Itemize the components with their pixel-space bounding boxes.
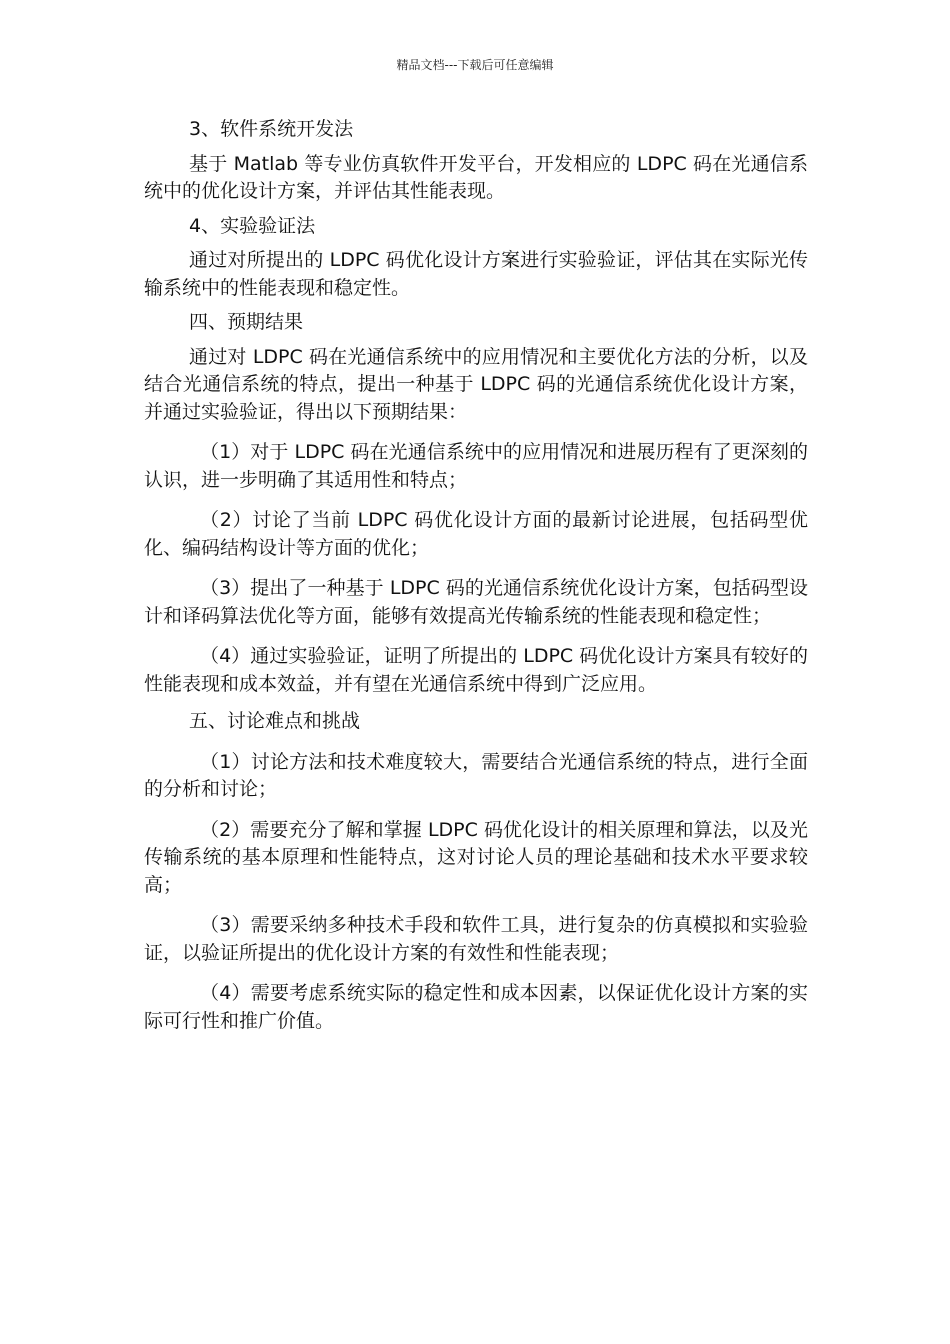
paragraph-experiment-method: 通过对所提出的 LDPC 码优化设计方案进行实验验证，评估其在实际光传输系统中的性能表现和稳定性。 (144, 249, 808, 299)
list-item-difficulty-1: （1）讨论方法和技术难度较大，需要结合光通信系统的特点，进行全面的分析和讨论； (144, 750, 808, 800)
list-item-result-3: （3）提出了一种基于 LDPC 码的光通信系统优化设计方案，包括码型设计和译码算法优化等方面，能够有效提高光传输系统的性能表现和稳定性； (144, 577, 808, 627)
list-item-result-4: （4）通过实验验证，证明了所提出的 LDPC 码优化设计方案具有较好的性能表现和成本效益，并有望在光通信系统中得到广泛应用。 (144, 645, 808, 695)
list-item-difficulty-4: （4）需要考虑系统实际的稳定性和成本因素，以保证优化设计方案的实际可行性和推广价值。 (144, 982, 808, 1032)
list-item-result-2: （2）讨论了当前 LDPC 码优化设计方面的最新讨论进展，包括码型优化、编码结构设计等方面的优化； (144, 509, 808, 559)
paragraph-software-method: 基于 Matlab 等专业仿真软件开发平台，开发相应的 LDPC 码在光通信系统中的优化设计方案，并评估其性能表现。 (144, 152, 808, 202)
list-item-difficulty-2: （2）需要充分了解和掌握 LDPC 码优化设计的相关原理和算法，以及光传输系统的基本原理和性能特点，这对讨论人员的理论基础和技术水平要求较高； (144, 818, 808, 896)
page-header: 精品文档---下载后可任意编辑 (396, 58, 554, 72)
paragraph-expected-results: 通过对 LDPC 码在光通信系统中的应用情况和主要优化方法的分析，以及结合光通信系统的特点，提出一种基于 LDPC 码的光通信系统优化设计方案，并通过实验验证，得出以下预期结果： (144, 345, 808, 423)
document-body (144, 116, 808, 1035)
list-item-difficulty-3: （3）需要采纳多种技术手段和软件工具，进行复杂的仿真模拟和实验验证，以验证所提出的优化设计方案的有效性和性能表现； (144, 914, 808, 964)
heading-experiment-method: 4、实验验证法 (189, 214, 316, 237)
heading-difficulties: 五、讨论难点和挑战 (189, 710, 361, 732)
list-item-result-1: （1）对于 LDPC 码在光通信系统中的应用情况和进展历程有了更深刻的认识，进一步明确了其适用性和特点； (144, 441, 808, 491)
heading-expected-results: 四、预期结果 (189, 311, 304, 333)
heading-software-method: 3、软件系统开发法 (189, 118, 354, 140)
